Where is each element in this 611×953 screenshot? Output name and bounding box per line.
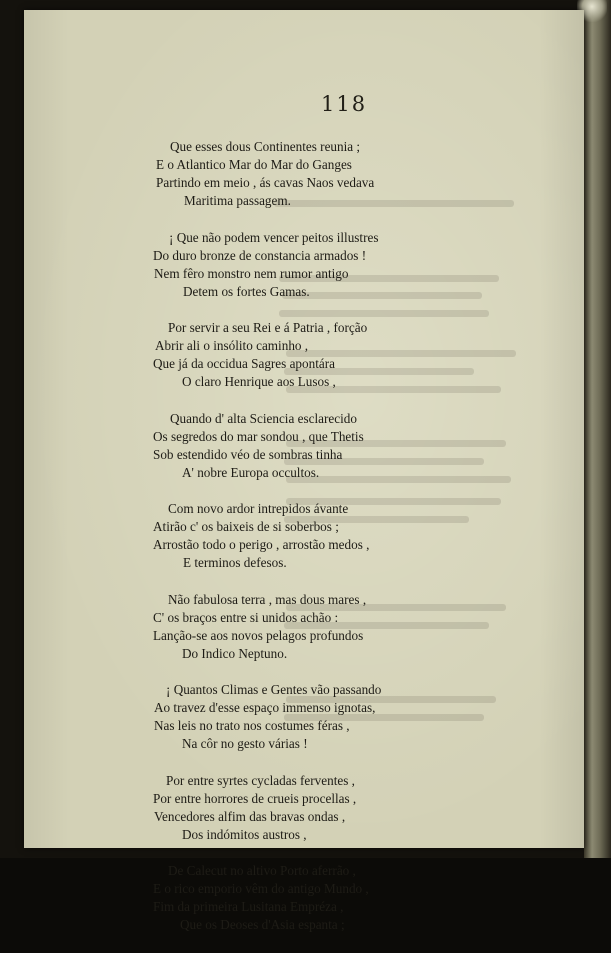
poem-line: Por entre horrores de crueis procellas , xyxy=(153,790,357,806)
page-number: 118 xyxy=(321,92,368,116)
adjacent-page-edge xyxy=(584,0,611,858)
poem-line: Atirão c' os baixeis de si soberbos ; xyxy=(153,519,339,534)
poem-line: E terminos defesos. xyxy=(183,555,287,570)
poem-line: Nem fêro monstro nem rumor antigo xyxy=(154,265,349,281)
poem-line: Detem os fortes Gamas. xyxy=(183,283,310,299)
stanza xyxy=(24,319,584,391)
stanza xyxy=(24,681,584,753)
poem-line: De Calecut no altivo Porto aferrão , xyxy=(168,863,356,878)
poem-line: Com novo ardor intrepidos ávante xyxy=(168,501,349,516)
poem-line: Do Indico Neptuno. xyxy=(182,645,288,661)
poem-line: Ao travez d'esse espaço immenso ignotas, xyxy=(154,700,376,715)
poem-line: O claro Henrique aos Lusos , xyxy=(182,374,336,389)
poem-line: Arrostão todo o perigo , arrostão medos , xyxy=(153,537,370,552)
poem-body xyxy=(24,138,584,953)
poem-line: Por servir a seu Rei e á Patria , forção xyxy=(168,320,368,335)
poem-line: ¡ Quantos Climas e Gentes vão passando xyxy=(166,682,382,697)
poem-line: Que os Deoses d'Asia espanta ; xyxy=(180,917,345,932)
poem-line: Vencedores alfim das bravas ondas , xyxy=(154,808,346,824)
poem-line: E o Atlantico Mar do Mar do Ganges xyxy=(156,157,352,172)
poem-line: Sob estendido véo de sombras tinha xyxy=(153,446,343,462)
stanza xyxy=(24,862,584,934)
poem-line: Quando d' alta Sciencia esclarecido xyxy=(170,410,357,426)
poem-line: Abrir ali o insólito caminho , xyxy=(155,338,309,353)
poem-line: Partindo em meio , ás cavas Naos vedava xyxy=(156,175,375,190)
stanza xyxy=(24,500,584,572)
stanza xyxy=(24,772,584,844)
poem-line: Dos indómitos austros , xyxy=(182,826,307,842)
poem-line: Não fabulosa terra , mas dous mares , xyxy=(168,591,367,607)
poem-line: Que esses dous Continentes reunia ; xyxy=(170,139,361,154)
poem-line: Do duro bronze de constancia armados ! xyxy=(153,247,367,263)
poem-line: Os segredos do mar sondou , que Thetis xyxy=(153,428,364,444)
poem-line: A' nobre Europa occultos. xyxy=(182,464,320,480)
poem-line: ¡ Que não podem vencer peitos illustres xyxy=(169,229,379,245)
stanza xyxy=(24,410,584,482)
book-page xyxy=(24,10,584,932)
poem-line: Que já da occidua Sagres apontára xyxy=(153,356,335,371)
stanza xyxy=(24,591,584,663)
poem-line: Lanção-se aos novos pelagos profundos xyxy=(153,627,364,643)
poem-line: Na côr no gesto várias ! xyxy=(182,736,308,751)
poem-line: Nas leis no trato nos costumes féras , xyxy=(154,718,350,733)
poem-line: Maritima passagem. xyxy=(184,193,291,208)
stanza xyxy=(24,138,584,210)
poem-line: Fim da primeira Lusitana Empréza , xyxy=(153,899,344,914)
poem-line: Por entre syrtes cycladas ferventes , xyxy=(166,772,355,788)
poem-line: E o rico emporio vêm do antigo Mundo , xyxy=(153,881,369,896)
poem-line: C' os braços entre si unidos achão : xyxy=(153,609,339,625)
stanza xyxy=(24,229,584,301)
